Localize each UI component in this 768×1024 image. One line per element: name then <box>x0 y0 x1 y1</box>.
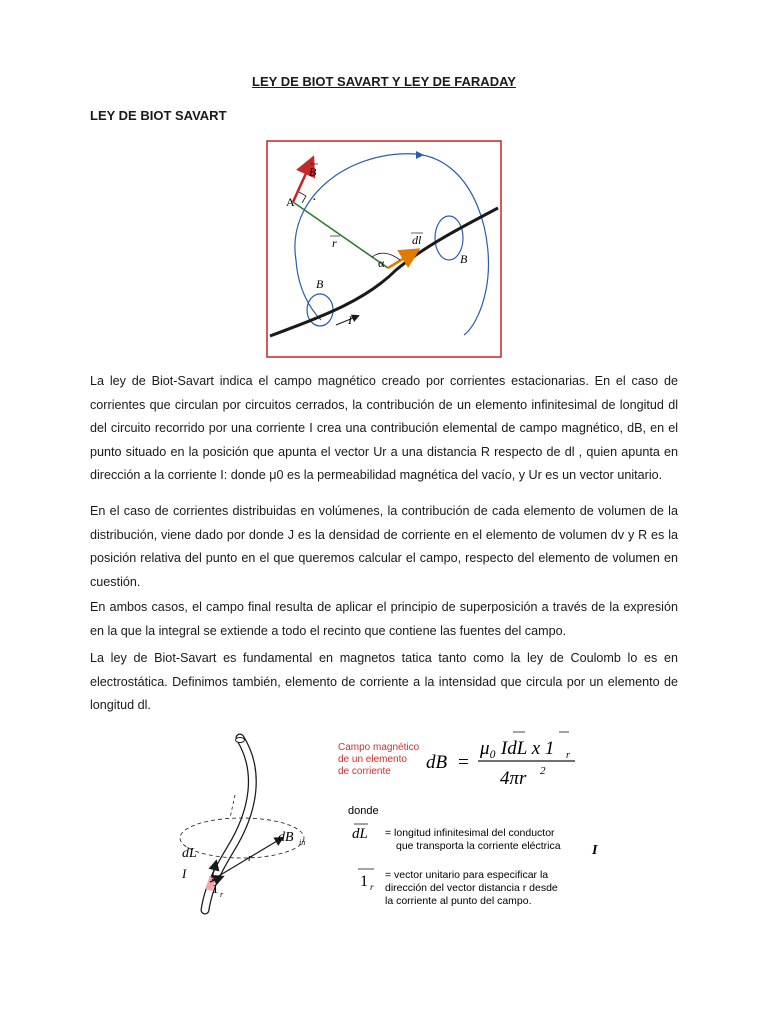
label-dl-2: dL <box>182 846 197 861</box>
formula-lhs: dB <box>426 752 448 773</box>
label-r: r <box>332 236 337 250</box>
label-dl: dl <box>412 233 422 247</box>
caption-line-2: de un elemento <box>338 754 407 765</box>
label-r-2: r <box>248 852 253 864</box>
ur-description-2: dirección del vector distancia r desde <box>385 882 558 894</box>
label-dot: · <box>312 193 317 208</box>
paragraph-1: La ley de Biot-Savart indica el campo magnético creado por corrientes estacionarias. En el caso de corrientes que circulan por circuitos cerrados, la contribución de un elemento infinitesimal de longitud dl del circuito recorrido por una corriente I crea una contribución elemental de campo magnético, dB, en el punto situado en la posición que apunta el vector Ur a una distancia R respecto de dl , quien apunta en dirección a la corriente I: donde μ0 es la permeabilidad magnética del vacío, y Ur es un vector unitario. <box>90 374 678 482</box>
current-element-diagram <box>160 730 320 915</box>
paragraph-4: La ley de Biot-Savart es fundamental en magnetos tatica tanto como la ley de Coulomb lo es en electrostática. Definimos también, elemento de corriente a la intensidad que circula por un elemento de longitud dl. <box>90 651 678 712</box>
svg-text:in: in <box>299 838 306 847</box>
label-i-2: I <box>182 866 187 881</box>
biot-savart-formula-panel <box>330 728 600 918</box>
label-i: I <box>348 313 352 327</box>
label-db-in: dB <box>278 830 294 845</box>
i-symbol: I <box>592 843 598 858</box>
ur-description-1: = vector unitario para especificar la <box>385 869 549 881</box>
label-b-right: B <box>460 252 468 266</box>
label-point-a: A <box>286 195 295 209</box>
label-unit-r: 1 <box>212 881 219 896</box>
section-heading: LEY DE BIOT SAVART <box>90 108 227 123</box>
donde-label: donde <box>348 805 379 817</box>
svg-text:r: r <box>220 890 224 899</box>
svg-text:r: r <box>566 750 570 761</box>
label-b-left: B <box>316 277 324 291</box>
paragraph-2: En el caso de corrientes distribuidas en volúmenes, la contribución de cada elemento de volumen de la distribución, viene dado por donde J es la densidad de corriente en el elemento de volumen dv y R es la posición relativa del punto en el que queremos calcular el campo, respecto del elemento de volumen en cuestión. <box>90 504 678 589</box>
dl-description-1: = longitud infinitesimal del conductor <box>385 827 555 839</box>
document-title: LEY DE BIOT SAVART Y LEY DE FARADAY <box>252 74 516 89</box>
paragraph-3: En ambos casos, el campo final resulta de aplicar el principio de superposición a través de la expresión en la que la integral se extiende a todo el recinto que contiene las fuentes del campo. <box>90 600 678 638</box>
biot-savart-diagram <box>266 140 502 358</box>
formula-denominator: 4πr <box>500 768 527 789</box>
ur-description-3: la corriente al punto del campo. <box>385 895 532 907</box>
dl-description-2: que transporta la corriente eléctrica <box>396 840 561 852</box>
label-b-top: B <box>309 165 317 179</box>
ur-symbol: 1 <box>360 873 368 890</box>
formula-eq: = <box>458 752 469 773</box>
caption-line-3: de corriente <box>338 766 391 777</box>
label-alpha: α <box>378 256 385 270</box>
svg-text:r: r <box>370 882 374 892</box>
dl-symbol: dL <box>352 826 368 842</box>
caption-line-1: Campo magnético <box>338 742 420 753</box>
svg-text:2: 2 <box>540 765 546 777</box>
formula-numerator: μ₀ IdL x 1 <box>480 738 555 759</box>
